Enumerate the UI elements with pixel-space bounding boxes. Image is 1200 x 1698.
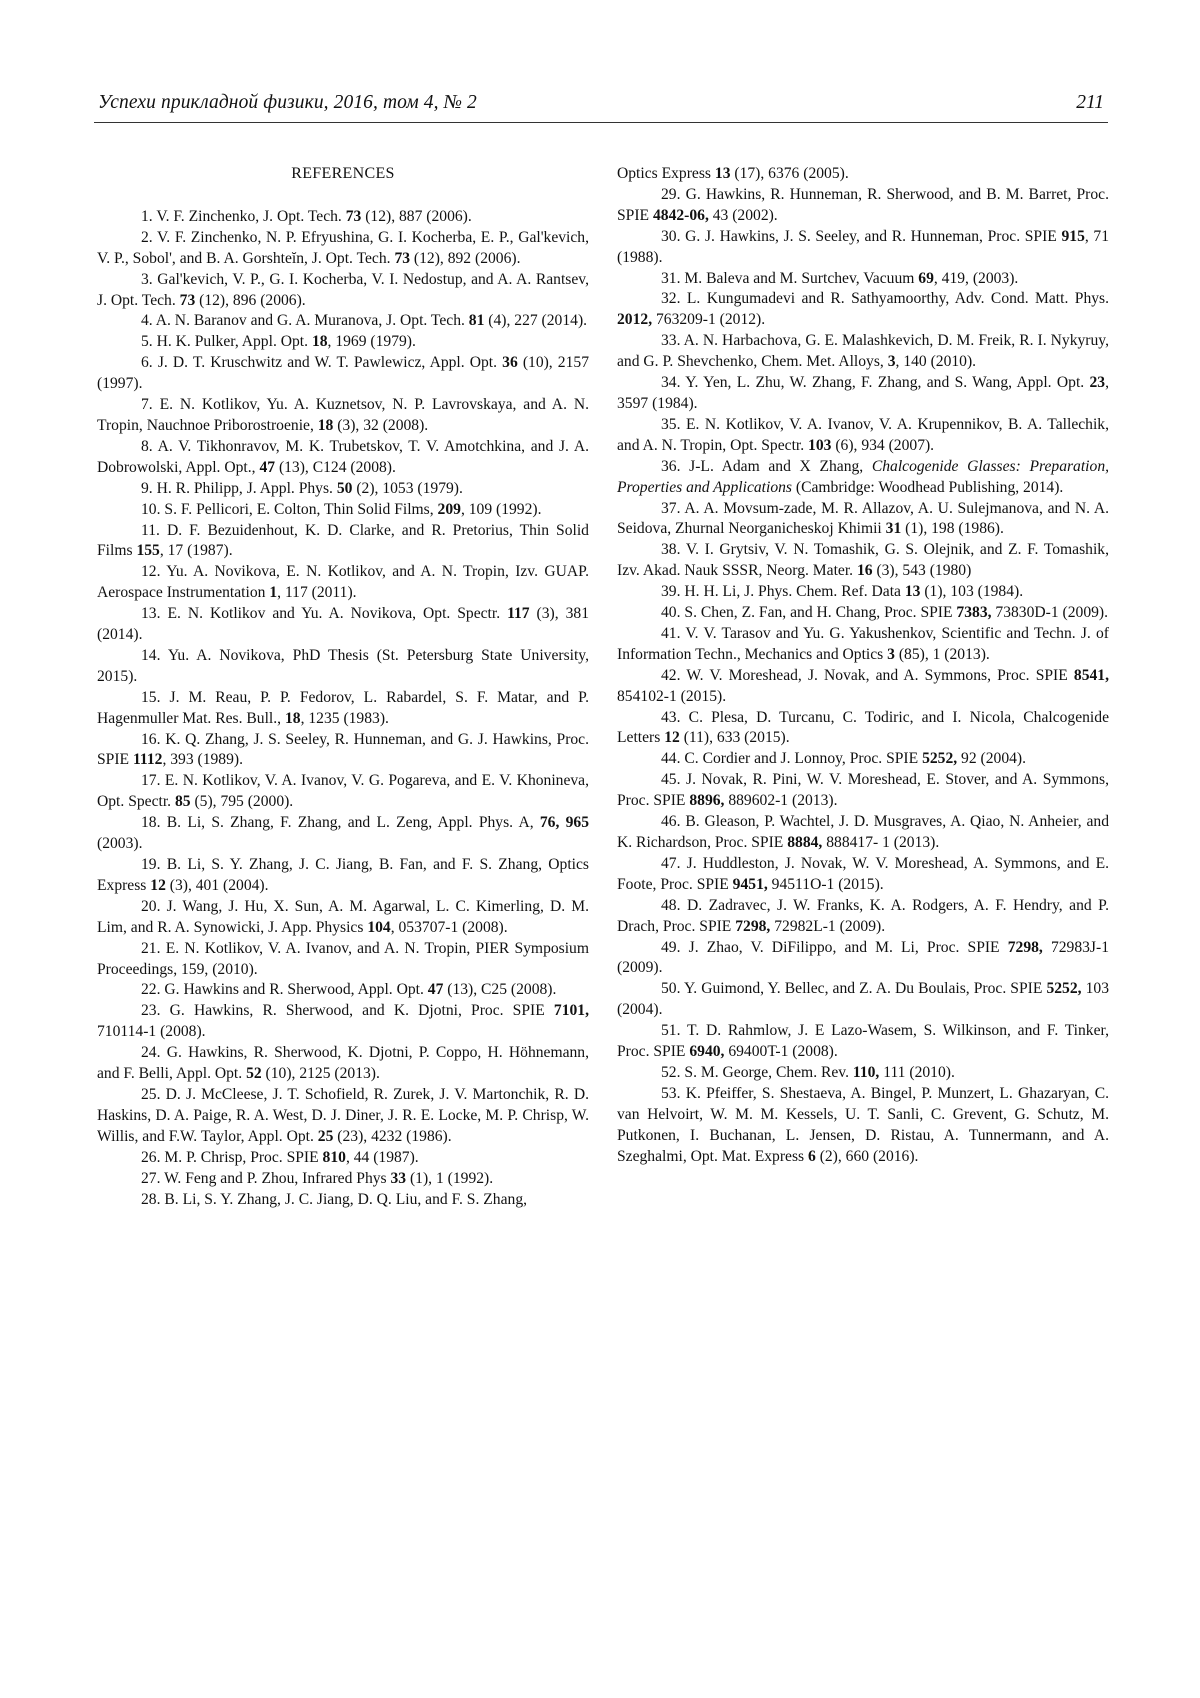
reference-number: 38. [661,541,681,559]
reference-number: 4. [141,312,153,330]
reference-number: 28. [141,1190,161,1208]
reference-text: , 71 (1988). [617,227,1110,266]
reference-text: 2012, [617,311,653,329]
reference-number: 17. [141,772,161,790]
page-header [94,88,1108,123]
reference-text: Gal'kevich, V. P., G. I. Kocherba, V. I. Nedostup, and A. A. Rantsev, J. Opt. Tech. [97,270,589,309]
reference-text: J. D. T. Kruschwitz and W. T. Pawlewicz, Appl. Opt. [157,354,503,372]
reference-text: 73830D-1 (2009). [991,604,1109,622]
reference-text: , 393 (1989). [162,751,243,769]
reference-text: 5252, [922,750,958,768]
reference-text: S. F. Pellicori, E. Colton, Thin Solid Films, [164,500,438,518]
reference-text: 110, [852,1063,880,1081]
reference-text: 81 [468,312,485,330]
reference-text: D. J. McCleese, J. T. Schofield, R. Zurek, J. V. Martonchik, R. D. Haskins, D. A. Paige, R. A. West, D. J. Diner, J. R. E. Locke, M. P. Chrisp, W. Willis, and F.W. Taylor, Appl. Opt. [97,1085,589,1145]
reference-item [617,749,1109,770]
reference-number: 31. [661,269,681,287]
reference-item [617,269,1109,290]
reference-text: 47 [427,981,444,999]
reference-text: 13 [714,165,731,182]
reference-item [617,164,1109,185]
reference-text: 5252, [1046,980,1082,998]
reference-text: 72983J-1 (2009). [617,938,1109,977]
reference-text: 18 [284,709,301,727]
reference-number: 43. [661,708,681,726]
journal-title: Успехи прикладной физики, 2016, том 4, № 2 [98,92,477,113]
reference-text: Yu. A. Novikova, E. N. Kotlikov, and A. N. Tropin, Izv. GUAP. Aerospace Instrumentation [97,563,589,602]
reference-text: G. Hawkins, R. Sherwood, and K. Djotni, Proc. SPIE [169,1002,554,1020]
reference-text: (4), 227 (2014). [484,312,588,330]
reference-item [97,1043,589,1085]
reference-text: Y. Guimond, Y. Bellec, and Z. A. Du Boulais, Proc. SPIE [684,980,1047,998]
reference-number: 19. [141,856,161,873]
reference-text: , 140 (2010). [895,353,977,371]
reference-text: (1), 198 (1986). [901,520,1004,538]
reference-item [97,562,589,604]
reference-item [617,331,1109,373]
reference-item [97,228,589,270]
reference-text: 18 [311,333,328,351]
reference-item [97,353,589,395]
reference-list-right [617,164,1109,1168]
reference-text: (3), 381 (2014). [97,605,589,644]
reference-number: 41. [661,624,681,642]
reference-number: 22. [141,981,161,999]
reference-text: (2), 660 (2016). [815,1147,919,1165]
reference-item [97,813,589,855]
reference-text: B. Li, S. Zhang, F. Zhang, and L. Zeng, Appl. Phys. A, [166,814,540,832]
reference-item [617,373,1109,415]
reference-number: 27. [141,1169,161,1187]
reference-text: 710114-1 (2008). [97,1023,206,1041]
reference-item [617,415,1109,457]
reference-item [97,1148,589,1169]
reference-number: 16. [141,730,161,748]
reference-text: (12), 896 (2006). [195,291,306,309]
reference-item [97,604,589,646]
reference-text: 73 [394,249,411,267]
reference-text: K. Q. Zhang, J. S. Seeley, R. Hunneman, and G. J. Hawkins, Proc. SPIE [97,730,590,769]
reference-item [617,624,1109,666]
reference-item [617,540,1109,582]
reference-text: E. N. Kotlikov, Yu. A. Kuznetsov, N. P. Lavrovskaya, and A. N. Tropin, Nauchnoe Priborostroenie, [97,396,589,434]
reference-number: 34. [661,374,681,392]
reference-number: 2. [141,228,153,246]
reference-text: G. J. Hawkins, J. S. Seeley, and R. Hunneman, Proc. SPIE [685,227,1062,245]
reference-text: J. Huddleston, J. Novak, W. V. Moreshead, A. Symmons, and E. Foote, Proc. SPIE [617,854,1109,893]
reference-text: (2003). [97,835,143,853]
reference-text: 9451, [732,875,768,893]
reference-item [97,646,589,688]
reference-item [617,457,1109,499]
reference-text: A. N. Harbachova, G. E. Malashkevich, D. M. Freik, R. I. Nykyruy, and G. P. Shevchenko, Chem. Met. Alloys, [617,332,1109,371]
reference-text: (12), 892 (2006). [410,249,521,267]
reference-text: V. V. Tarasov and Yu. G. Yakushenkov, Scientific and Techn. J. of Information Techn., Mechanics and Optics [617,624,1109,663]
reference-text: (11), 633 (2015). [679,729,790,747]
reference-text: 1112 [132,751,163,769]
reference-text: 888417- 1 (2013). [822,834,940,851]
reference-item [617,770,1109,812]
reference-text: J. Wang, J. Hu, X. Sun, A. M. Agarwal, L. C. Kimerling, D. M. Lim, and R. A. Synowicki, J. App. Physics [97,897,589,936]
reference-item [97,730,589,772]
reference-text: B. Gleason, P. Wachtel, J. D. Musgraves, A. Qiao, N. Anheier, and K. Richardson, Proc. SPIE [617,813,1110,851]
reference-item [97,270,589,312]
reference-text: W. V. Moreshead, J. Novak, and A. Symmons, Proc. SPIE [686,666,1074,684]
reference-text: 854102-1 (2015). [617,687,727,705]
reference-text: 76, 965 [539,814,590,832]
reference-item [97,521,589,563]
reference-text: L. Kungumadevi and R. Sathyamoorthy, Adv. Cond. Matt. Phys. [686,290,1109,308]
reference-text: (12), 887 (2006). [361,207,472,225]
reference-item [97,311,589,332]
reference-number: 51. [661,1022,681,1040]
reference-text: 4842-06, [652,206,709,224]
reference-text: 8541, [1073,666,1109,684]
reference-text: A. V. Tikhonravov, M. K. Trubetskov, T. V. Amotchkina, and J. A. Dobrowolski, Appl. Opt., [97,437,589,476]
reference-text: 92 (2004). [957,750,1027,768]
reference-text: 52 [246,1065,262,1083]
reference-number: 12. [141,563,161,581]
reference-item [97,332,589,353]
reference-number: 52. [661,1063,681,1081]
reference-item [617,603,1109,624]
reference-text: D. F. Bezuidenhout, K. D. Clarke, and R. Pretorius, Thin Solid Films [97,521,589,560]
reference-text: J. M. Reau, P. P. Fedorov, L. Rabardel, S. F. Matar, and P. Hagenmuller Mat. Res. Bull., [97,688,589,727]
reference-text: , 117 (2011). [277,584,357,602]
reference-item [97,771,589,813]
reference-text: 85 [174,793,191,811]
reference-text: G. Hawkins, R. Hunneman, R. Sherwood, and B. M. Barret, Proc. SPIE [617,185,1109,224]
reference-text: 69400T-1 (2008). [724,1043,838,1061]
reference-text: , 44 (1987). [345,1148,419,1166]
reference-text: 103 [808,436,832,454]
reference-text: Yu. A. Novikova, PhD Thesis (St. Petersburg State University, 2015). [97,646,589,685]
references-left-column [97,164,589,1210]
reference-number: 5. [141,333,153,351]
reference-text: V. F. Zinchenko, J. Opt. Tech. [156,207,346,225]
reference-number: 9. [141,479,153,497]
reference-text: Optics Express [617,165,715,182]
reference-text: , 1969 (1979). [327,333,416,351]
reference-item [617,289,1109,331]
reference-text: (10), 2157 (1997). [97,354,589,393]
reference-text: 810 [322,1148,346,1166]
reference-text: A. N. Baranov and G. A. Muranova, J. Opt. Tech. [155,312,469,330]
reference-number: 15. [141,688,161,706]
reference-text: 7298, [735,917,771,935]
reference-text: (17), 6376 (2005). [730,165,849,182]
reference-text: , 3597 (1984). [617,374,1109,412]
reference-number: 21. [141,939,161,957]
reference-text: T. D. Rahmlow, J. E Lazo-Wasem, S. Wilkinson, and F. Tinker, Proc. SPIE [617,1022,1109,1061]
reference-item [97,980,589,1001]
reference-text: (1), 103 (1984). [920,583,1024,601]
reference-text: 209 [437,500,461,518]
reference-number: 33. [661,332,681,350]
reference-number: 3. [141,270,153,288]
reference-item [617,854,1109,896]
reference-text: 12 [150,876,166,894]
reference-text: , 1235 (1983). [300,709,389,727]
reference-text: Y. Yen, L. Zhu, W. Zhang, F. Zhang, and S. Wang, Appl. Opt. [685,374,1090,392]
reference-number: 42. [661,666,681,684]
reference-text: 111 (2010). [879,1063,955,1081]
reference-text: (3), 32 (2008). [333,416,429,434]
reference-text: , 17 (1987). [159,542,233,560]
reference-item [617,896,1109,938]
reference-number: 13. [141,605,161,623]
reference-text: 7383, [956,604,992,622]
reference-number: 47. [661,854,681,872]
reference-item [97,1085,589,1148]
reference-text: Chalcogenide Glasses: Preparation, Properties and Applications [617,457,1110,496]
reference-text: 18 [317,416,334,434]
reference-item [97,897,589,939]
reference-text: 31 [885,520,902,538]
reference-text: S. M. George, Chem. Rev. [684,1063,853,1081]
reference-item [617,708,1109,750]
reference-number: 24. [141,1044,161,1062]
reference-text: C. Cordier and J. Lonnoy, Proc. SPIE [684,750,923,768]
reference-text: (2), 1053 (1979). [352,479,463,497]
reference-text: (5), 795 (2000). [190,793,294,811]
reference-text: 25 [317,1127,334,1145]
reference-item [617,1084,1109,1168]
reference-text: W. Feng and P. Zhou, Infrared Phys [164,1169,391,1187]
reference-text: (13), C25 (2008). [443,981,557,999]
reference-item [97,207,589,228]
reference-item [97,1169,589,1190]
reference-number: 39. [661,583,681,601]
reference-number: 49. [661,938,681,956]
reference-text: 43 (2002). [708,206,778,224]
reference-text: E. N. Kotlikov and Yu. A. Novikova, Opt. Spectr. [167,605,508,623]
reference-text: (85), 1 (2013). [894,645,990,663]
reference-text: 7298, [1007,938,1043,956]
reference-number: 37. [661,499,681,517]
page-number: 211 [1076,92,1104,113]
reference-number: 18. [141,814,161,832]
reference-text: 12 [664,729,680,747]
reference-text: J. Zhao, V. DiFilippo, and M. Li, Proc. SPIE [688,938,1008,956]
reference-text: 117 [507,605,530,623]
reference-item [97,479,589,500]
reference-text: 763209-1 (2012). [652,311,766,329]
reference-text: 36 [502,354,518,372]
reference-text: 73 [179,291,196,309]
reference-text: 69 [918,269,934,287]
reference-number: 40. [661,604,681,622]
reference-text: 7101, [553,1002,589,1020]
reference-text: B. Li, S. Y. Zhang, J. C. Jiang, B. Fan, and F. S. Zhang, Optics Express [97,856,589,894]
reference-number: 35. [661,415,681,433]
reference-text: G. Hawkins, R. Sherwood, K. Djotni, P. Coppo, H. Höhnemann, and F. Belli, Appl. Opt. [97,1044,590,1083]
reference-item [97,395,589,437]
reference-text: 50 [336,479,353,497]
reference-number: 53. [661,1084,681,1102]
reference-text: E. N. Kotlikov, V. A. Ivanov, V. A. Krupennikov, B. A. Tallechik, and A. N. Tropin, Opt. Spectr. [617,415,1109,454]
reference-text: (10), 2125 (2013). [261,1065,380,1083]
reference-text: (6), 934 (2007). [831,436,935,454]
reference-text: B. Li, S. Y. Zhang, J. C. Jiang, D. Q. Liu, and F. S. Zhang, [164,1190,528,1208]
reference-text: 3 [887,353,896,371]
reference-text: 8896, [689,792,725,810]
reference-text: (3), 543 (1980) [872,562,972,580]
reference-item [617,812,1109,854]
reference-text: 16 [856,562,873,580]
reference-item [97,688,589,730]
reference-text: 889602-1 (2013). [724,792,838,810]
reference-number: 45. [661,771,681,789]
reference-text: , 109 (1992). [460,500,542,518]
reference-number: 20. [141,897,161,915]
reference-text: G. Hawkins and R. Sherwood, Appl. Opt. [164,981,428,999]
reference-text: 47 [259,458,276,476]
reference-text: 155 [136,542,160,560]
reference-number: 10. [141,500,161,518]
reference-item [617,185,1109,227]
reference-number: 32. [661,290,681,308]
reference-number: 29. [661,185,681,203]
reference-text: M. Baleva and M. Surtchev, Vacuum [684,269,919,287]
reference-text: V. I. Grytsiv, V. N. Tomashik, G. S. Olejnik, and Z. F. Tomashik, Izv. Akad. Nauk SSSR, Neorg. Mater. [617,541,1109,580]
reference-number: 30. [661,227,681,245]
reference-text: A. A. Movsum-zade, M. R. Allazov, A. U. Sulejmanova, and N. A. Seidova, Zhurnal Neorganicheskoj Khimii [617,499,1109,538]
reference-item [617,979,1109,1021]
reference-item [617,582,1109,603]
reference-text: V. F. Zinchenko, N. P. Efryushina, G. I. Kocherba, E. P., Gal'kevich, V. P., Sobol', and B. A. Gorshteĭn, J. Opt. Tech. [97,228,589,267]
reference-item [97,1190,589,1211]
reference-text: 3 [887,645,895,663]
reference-item [97,855,589,897]
reference-text: (13), C124 (2008). [275,458,396,476]
reference-number: 44. [661,750,681,768]
reference-text: 915 [1061,227,1085,245]
reference-item [97,437,589,479]
reference-item [617,499,1109,541]
reference-item [617,666,1109,708]
reference-text: M. P. Chrisp, Proc. SPIE [164,1148,323,1166]
reference-number: 1. [141,207,153,225]
reference-item [97,939,589,981]
references-heading: REFERENCES [291,165,395,182]
reference-item [97,1001,589,1043]
reference-number: 23. [141,1002,161,1020]
reference-number: 11. [141,521,160,539]
reference-text: J. Novak, R. Pini, W. V. Moreshead, E. Stover, and A. Symmons, Proc. SPIE [617,771,1109,810]
reference-text: (3), 401 (2004). [165,876,269,894]
reference-text: 94511O-1 (2015). [767,875,884,893]
reference-text: H. R. Philipp, J. Appl. Phys. [156,479,337,497]
reference-number: 36. [661,457,681,475]
reference-text: 104 [367,918,391,936]
reference-number: 50. [661,980,681,998]
reference-text: 72982L-1 (2009). [770,917,886,935]
reference-item [617,1063,1109,1084]
reference-list-left [97,207,589,1211]
reference-text: 33 [390,1169,407,1187]
references-right-column [617,164,1109,1168]
reference-text: 103 (2004). [617,980,1109,1019]
reference-text: 6 [808,1147,816,1165]
reference-text: S. Chen, Z. Fan, and H. Chang, Proc. SPIE [684,604,957,622]
reference-number: 25. [141,1085,161,1103]
reference-text: E. N. Kotlikov, V. A. Ivanov, and A. N. Tropin, PIER Symposium Proceedings, 159, (2010). [97,939,589,978]
reference-text: (23), 4232 (1986). [333,1127,452,1145]
reference-text: E. N. Kotlikov, V. A. Ivanov, V. G. Pogareva, and E. V. Khonineva, Opt. Spectr. [97,772,589,811]
reference-text: H. H. Li, J. Phys. Chem. Ref. Data [684,583,905,601]
reference-number: 46. [661,813,681,831]
reference-item [617,1021,1109,1063]
reference-text: 73 [345,207,362,225]
reference-text: (Cambridge: Woodhead Publishing, 2014). [792,478,1064,496]
reference-text: J-L. Adam and X Zhang, [689,457,872,475]
reference-number: 8. [141,437,153,455]
reference-text: K. Pfeiffer, S. Shestaeva, A. Bingel, P. Munzert, L. Ghazaryan, C. van Helvoirt, W. M. M. Kessels, U. T. Sanli, C. Grevent, G. Schutz, M. Putkonen, I. Buchanan, L. Jensen, D. Ristau, A. Tunnermann, and A. Szeghalmi, Opt. Mat. Express [617,1084,1109,1165]
reference-number: 7. [141,396,153,414]
reference-text: C. Plesa, D. Turcanu, C. Todiric, and I. Nicola, Chalcogenide Letters [617,708,1109,747]
reference-text: 23 [1089,374,1106,392]
reference-text: D. Zadravec, J. W. Franks, K. A. Rodgers, A. F. Hendry, and P. Drach, Proc. SPIE [617,896,1109,935]
reference-item [617,227,1109,269]
reference-text: H. K. Pulker, Appl. Opt. [156,333,312,351]
reference-text: 13 [904,583,921,601]
reference-text: 1 [269,584,278,602]
reference-number: 48. [661,896,681,914]
reference-text: , 053707-1 (2008). [390,918,508,936]
reference-text: (1), 1 (1992). [406,1169,494,1187]
reference-item [617,938,1109,980]
reference-text: 8884, [787,834,823,851]
reference-number: 14. [141,646,161,664]
reference-text: , 419, (2003). [933,269,1019,287]
reference-text: 6940, [689,1043,725,1061]
reference-number: 6. [141,354,153,372]
reference-item [97,500,589,521]
reference-number: 26. [141,1148,161,1166]
